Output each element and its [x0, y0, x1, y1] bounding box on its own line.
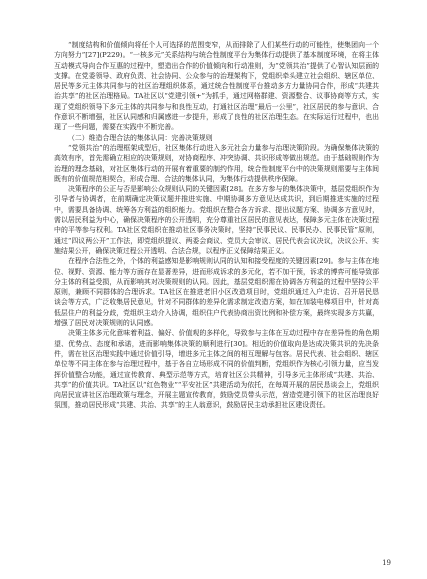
body-paragraph: 在程序合法性之外，个体的利益感知是影响规则认同的认知和接受程度的关键因素[29]。参与主体在地位、视野、资源、能力等方面存在显著差异，进而形成诉求的多元化，若不加干预，诉求的博弈可能导致部分主体的利益受损，从而影响其对决策规则的认同。因此，基层党组织需在协调各方利益的过程中坚持公平原则，兼顾不同群体的合理诉求。TA社区在推进老旧小区改造项目时，党组织通过入户走访、召开居民恳谈会等方式，广泛收集居民意见，针对不同群体的差异化需求制定改造方案，如在加装电梯项目中，针对高低层住户的利益分歧，党组织主动介入协调，组织住户代表协商出资比例和补偿方案，最终实现多方共赢，增强了居民对决策规则的认同感。 [54, 257, 379, 328]
page-number: 19 [382, 559, 391, 567]
body-paragraph: “党领共治”的治理框架成型后，社区集体行动进入多元社会力量参与治理决策阶段。为确保集体决策的高效有序，首先需确立相应的决策规则，对协商程序、冲突协调、共识形成等做出规范。由于基础规则作为治理的理念基础，对社区集体行动的开展有着重要的制约作用，统合性制度平台中的决策规则需要与主体间既有的价值规范相契合，形成合理、合法的集体认同，为集体行动提供秩序保障。 [54, 143, 379, 183]
body-paragraph: “制度结构和价值倾向将任个人可选择的范围变窄，从而排除了人们某些行动的可能性，使集团向一个方向努力”[27](P229)。“一核多元”关系结构与统合性制度平台为集体行动提供了基本制度环境，在将主体互动模式导向合作互惠的过程中，塑造出合作的价值倾向和行动准则，为“党领共治”提供了心智认知层面的支撑。在党委领导、政府负责、社会协同、公众参与的治理架构下，党组织牵头建立社会组织、辖区单位、居民等多元主体共同参与的社区治理组织体系，通过统合性制度平台推动多方力量协同合作，形成“共建共治共享”的社区治理格局。TA社区以“党建引领+”为抓手，通过网格群建、资源整合、议事协商等方式，实现了党组织领导下多元主体的共同参与和良性互动，打通社区治理“最后一公里”，社区居民的参与意识、合作意识不断增强，社区认同感和归属感进一步提升，形成了良性的社区治理生态。在实际运行过程中，也出现了一些问题，需要在实践中不断完善。 [54, 41, 379, 132]
body-paragraph: 决策程序的公正与否是影响公众规则认同的关键因素[28]。在多方参与的集体决策中，基层党组织作为引导者与协调者，在前期确定决策议题并推进实施、中期协调多方意见达成共识，到后期推进实施的过程中，需要具备协调、统筹各方利益的组织能力。党组织在整合各方诉求、提出议题方案、协调多方意见时，需以居民利益为中心，确保决策程序的公开透明，充分尊重社区居民的意见表达，保障多元主体在决策过程中的平等参与权利。TA社区党组织在推动社区事务决策时，坚持“民事民议、民事民办、民事民管”原则，通过“四议两公开”工作法，即党组织提议、两委会商议、党员大会审议、居民代表会议决议，决议公开、实施结果公开，确保决策过程公开透明、合法合规，以程序正义保障结果正义。 [54, 185, 379, 255]
section-heading: （二）维造合理合法的集体认同：完善决策规则 [68, 133, 213, 142]
body-paragraph: 决策主体多元化意味着利益、偏好、价值观的多样化，导致参与主体在互动过程中存在差异性的角色期望、优势点、态度和承诺，进而影响集体决策的顺利进行[30]。相近的价值取向是达成决策共识的先决条件，需在社区治理实践中通过价值引导，增进多元主体之间的相互理解与包容。居民代表、社会组织、辖区单位等不同主体在参与治理过程中，基于各自立场形成不同的价值判断，党组织作为核心引领力量，应当发挥价值整合功能，通过宣传教育、典型示范等方式，培育社区公共精神，引导多元主体形成“共建、共治、共享”的价值共识。TA社区以“红色物业”“平安社区”共建活动为依托，在每周开展的居民恳谈会上，党组织向居民宣讲社区治理政策与理念，开展主题宣传教育，鼓励党员带头示范，营造党建引领下的社区治理良好氛围，推动居民形成“共建、共治、共享”的主人翁意识，鼓励居民主动承担社区建设责任。 [54, 329, 379, 410]
